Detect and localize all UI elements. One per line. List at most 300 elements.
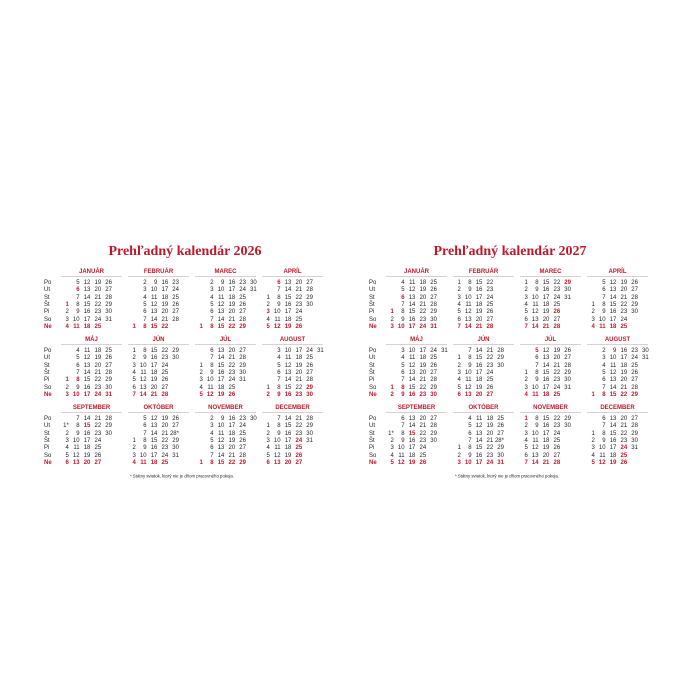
day-cell: 14 bbox=[408, 377, 416, 384]
day-grid bbox=[259, 280, 324, 331]
day-cell: 9 bbox=[76, 309, 80, 316]
day-cell: 4 bbox=[143, 294, 147, 301]
calendar-2026-panel bbox=[44, 240, 326, 490]
day-cell: 30 bbox=[105, 309, 112, 316]
day-cell: 5 bbox=[277, 362, 281, 369]
day-cell: 5 bbox=[401, 362, 405, 369]
sunday-day-cell: 10 bbox=[397, 323, 405, 330]
weekday-label: Št bbox=[44, 437, 50, 444]
day-cell: 19 bbox=[83, 452, 91, 459]
weekday-label: Ut bbox=[369, 287, 375, 294]
day-cell: 19 bbox=[475, 309, 483, 316]
weekday-labels bbox=[44, 416, 58, 467]
day-cell: 23 bbox=[553, 377, 561, 384]
day-cell: 22 bbox=[553, 369, 561, 376]
day-cell: 22 bbox=[94, 423, 102, 430]
day-cell: 12 bbox=[609, 280, 617, 286]
sunday-day-cell: 27 bbox=[295, 459, 303, 466]
month-november bbox=[192, 404, 259, 468]
day-cell: 4 bbox=[468, 416, 472, 422]
sunday-day-cell: 25 bbox=[94, 323, 102, 330]
day-grid bbox=[58, 348, 123, 399]
day-cell: 29 bbox=[430, 430, 437, 437]
month-name: SEPTEMBER bbox=[386, 404, 447, 413]
sunday-day-cell: 25 bbox=[620, 323, 628, 330]
day-cell: 29 bbox=[105, 301, 112, 308]
month-name: OKTÓBER bbox=[128, 404, 189, 413]
day-cell: 23 bbox=[620, 437, 628, 444]
day-cell: 2 bbox=[524, 423, 528, 430]
day-cell: 30 bbox=[430, 437, 437, 444]
day-cell: 29 bbox=[631, 301, 638, 308]
sunday-day-cell: 1 bbox=[199, 323, 203, 330]
day-cell: 17 bbox=[83, 316, 91, 323]
day-cell: 23 bbox=[295, 430, 303, 437]
sunday-day-cell: 22 bbox=[620, 391, 628, 398]
day-cell: 11 bbox=[274, 445, 281, 452]
day-cell: 13 bbox=[609, 416, 617, 422]
weekday-labels bbox=[369, 416, 383, 467]
day-grid bbox=[192, 280, 257, 331]
day-cell: 5 bbox=[602, 369, 606, 376]
day-cell: 9 bbox=[154, 280, 158, 286]
day-cell: 17 bbox=[295, 348, 303, 354]
months-grid bbox=[44, 240, 326, 480]
day-cell: 21 bbox=[161, 430, 169, 437]
day-cell: 12 bbox=[464, 309, 472, 316]
day-cell: 30 bbox=[631, 309, 638, 316]
day-cell: 15 bbox=[475, 280, 483, 286]
day-cell: 25 bbox=[486, 377, 494, 384]
holiday-day-cell: 24 bbox=[620, 445, 628, 452]
day-cell: 11 bbox=[151, 294, 158, 301]
sunday-day-cell: 12 bbox=[598, 459, 606, 466]
day-cell: 31 bbox=[306, 437, 313, 444]
sunday-day-cell: 5 bbox=[199, 391, 203, 398]
day-cell: 9 bbox=[221, 416, 225, 422]
weekday-label: Po bbox=[369, 416, 377, 422]
day-cell: 14 bbox=[83, 294, 91, 301]
day-cell: 27 bbox=[486, 316, 494, 323]
sunday-day-cell: 31 bbox=[105, 391, 112, 398]
day-cell: 13 bbox=[284, 369, 292, 376]
day-cell: 16 bbox=[408, 437, 416, 444]
day-cell: 18 bbox=[419, 355, 427, 362]
day-cell: 9 bbox=[76, 384, 80, 391]
day-cell: 23 bbox=[161, 355, 169, 362]
day-cell: 1* bbox=[388, 430, 394, 437]
month-august bbox=[584, 336, 651, 400]
day-cell: 19 bbox=[620, 280, 628, 286]
day-cell: 1 bbox=[266, 294, 270, 301]
month-august bbox=[259, 336, 326, 400]
day-cell: 21 bbox=[486, 437, 494, 444]
holiday-day-cell: 29 bbox=[306, 384, 313, 391]
sunday-day-cell: 10 bbox=[72, 391, 80, 398]
day-cell: 28 bbox=[631, 294, 638, 301]
day-cell: 16 bbox=[228, 416, 236, 422]
sunday-day-cell: 24 bbox=[94, 391, 102, 398]
sunday-day-cell: 18 bbox=[150, 459, 158, 466]
day-cell: 2 bbox=[457, 287, 461, 294]
weekday-label: Ut bbox=[44, 355, 50, 362]
day-cell: 3 bbox=[524, 430, 528, 437]
day-cell: 14 bbox=[284, 377, 292, 384]
day-cell: 10 bbox=[609, 355, 617, 362]
day-cell: 27 bbox=[553, 316, 561, 323]
day-cell: 10 bbox=[206, 377, 214, 384]
day-grid bbox=[450, 348, 515, 399]
day-cell: 5 bbox=[457, 309, 461, 316]
day-cell: 9 bbox=[210, 369, 214, 376]
day-cell: 7 bbox=[277, 377, 281, 384]
day-cell: 2 bbox=[65, 430, 69, 437]
day-cell: 10 bbox=[531, 430, 539, 437]
month-name: OKTÓBER bbox=[453, 404, 514, 413]
sunday-day-cell: 12 bbox=[397, 459, 405, 466]
day-cell: 24 bbox=[631, 355, 638, 362]
sunday-day-cell: 20 bbox=[284, 459, 292, 466]
day-cell: 27 bbox=[105, 287, 112, 294]
day-cell: 30 bbox=[430, 316, 437, 323]
day-cell: 8 bbox=[277, 294, 281, 301]
day-cell: 9 bbox=[76, 430, 80, 437]
day-cell: 27 bbox=[105, 362, 112, 369]
holiday-day-cell: 24 bbox=[295, 437, 303, 444]
day-cell: 21 bbox=[295, 287, 303, 294]
day-cell: 18 bbox=[609, 452, 617, 459]
day-cell: 29 bbox=[172, 437, 179, 444]
day-cell: 24 bbox=[94, 437, 102, 444]
day-cell: 1 bbox=[132, 437, 136, 444]
month-november bbox=[517, 404, 584, 468]
month-name: JÚN bbox=[128, 336, 189, 345]
day-cell: 1 bbox=[266, 384, 270, 391]
sunday-day-cell: 3 bbox=[457, 459, 461, 466]
day-cell: 11 bbox=[409, 355, 416, 362]
day-cell: 9 bbox=[602, 437, 606, 444]
day-cell: 24 bbox=[486, 294, 494, 301]
day-cell: 11 bbox=[140, 369, 147, 376]
day-cell: 30 bbox=[497, 362, 504, 369]
day-cell: 24 bbox=[239, 423, 246, 430]
day-cell: 24 bbox=[430, 348, 437, 354]
day-cell: 12 bbox=[83, 355, 91, 362]
day-cell: 22 bbox=[295, 384, 303, 391]
day-cell: 3 bbox=[390, 445, 394, 452]
weekday-label: Pi bbox=[369, 445, 375, 452]
day-cell: 4 bbox=[210, 294, 214, 301]
day-cell: 28* bbox=[169, 430, 179, 437]
day-cell: 4 bbox=[401, 355, 405, 362]
day-cell: 31 bbox=[564, 384, 571, 391]
sunday-day-cell: 8 bbox=[143, 323, 147, 330]
sunday-day-cell: 7 bbox=[457, 323, 461, 330]
day-cell: 22 bbox=[419, 430, 427, 437]
day-cell: 28 bbox=[172, 316, 179, 323]
holiday-day-cell: 25 bbox=[295, 445, 303, 452]
day-cell: 7 bbox=[76, 369, 80, 376]
holiday-day-cell: 26 bbox=[295, 452, 303, 459]
holiday-day-cell: 15 bbox=[83, 423, 91, 430]
day-cell: 10 bbox=[139, 452, 147, 459]
day-cell: 20 bbox=[150, 384, 158, 391]
day-grid bbox=[58, 416, 123, 467]
weekday-label: St bbox=[369, 294, 375, 301]
day-cell: 19 bbox=[228, 301, 236, 308]
day-cell: 14 bbox=[217, 452, 225, 459]
day-cell: 21 bbox=[620, 384, 628, 391]
day-cell: 15 bbox=[408, 309, 416, 316]
day-cell: 8 bbox=[277, 384, 281, 391]
holiday-day-cell: 6 bbox=[401, 294, 405, 301]
sunday-day-cell: 28 bbox=[553, 459, 561, 466]
day-cell: 16 bbox=[161, 280, 169, 286]
day-cell: 3 bbox=[591, 445, 595, 452]
day-cell: 31 bbox=[250, 287, 257, 294]
day-cell: 18 bbox=[542, 301, 550, 308]
sunday-day-cell: 19 bbox=[609, 459, 617, 466]
day-cell: 19 bbox=[94, 280, 102, 286]
weekday-label: So bbox=[44, 384, 52, 391]
holiday-day-cell: 1 bbox=[65, 301, 69, 308]
day-cell: 9 bbox=[468, 362, 472, 369]
day-cell: 3 bbox=[524, 384, 528, 391]
month-jul bbox=[517, 336, 584, 400]
sunday-day-cell: 2 bbox=[390, 391, 394, 398]
day-cell: 7 bbox=[277, 287, 281, 294]
day-cell: 4 bbox=[591, 452, 595, 459]
day-cell: 23 bbox=[239, 416, 246, 422]
day-grid bbox=[584, 348, 649, 399]
day-cell: 21 bbox=[228, 452, 236, 459]
sunday-day-cell: 25 bbox=[161, 459, 169, 466]
day-cell: 7 bbox=[210, 316, 214, 323]
day-cell: 11 bbox=[207, 384, 214, 391]
day-cell: 6 bbox=[401, 416, 405, 422]
day-cell: 16 bbox=[542, 287, 550, 294]
day-cell: 3 bbox=[277, 348, 281, 354]
day-cell: 26 bbox=[172, 301, 179, 308]
day-cell: 13 bbox=[531, 452, 539, 459]
day-cell: 14 bbox=[150, 316, 158, 323]
day-cell: 12 bbox=[464, 384, 472, 391]
day-cell: 25 bbox=[430, 280, 437, 286]
day-cell: 19 bbox=[419, 362, 427, 369]
day-cell: 18 bbox=[542, 437, 550, 444]
month-name: JÚL bbox=[195, 336, 256, 345]
day-cell: 27 bbox=[306, 369, 313, 376]
day-cell: 8 bbox=[76, 301, 80, 308]
day-cell: 27 bbox=[631, 416, 638, 422]
day-cell: 19 bbox=[284, 452, 292, 459]
day-cell: 26 bbox=[486, 384, 494, 391]
day-cell: 19 bbox=[161, 301, 169, 308]
day-cell: 4 bbox=[602, 362, 606, 369]
day-cell: 17 bbox=[284, 437, 292, 444]
day-cell: 8 bbox=[76, 423, 80, 430]
day-cell: 4 bbox=[199, 384, 203, 391]
day-cell: 22 bbox=[419, 309, 427, 316]
day-cell: 13 bbox=[284, 280, 292, 286]
sunday-day-cell: 21 bbox=[542, 459, 550, 466]
day-cell: 8 bbox=[468, 445, 472, 452]
sunday-day-cell: 23 bbox=[419, 391, 427, 398]
sunday-day-cell: 15 bbox=[217, 323, 225, 330]
day-cell: 26 bbox=[105, 355, 112, 362]
day-cell: 1 bbox=[457, 355, 461, 362]
sunday-day-cell: 12 bbox=[273, 323, 281, 330]
day-cell: 17 bbox=[419, 348, 427, 354]
sunday-day-cell: 26 bbox=[419, 459, 427, 466]
month-row bbox=[44, 404, 326, 468]
holiday-day-cell: 6 bbox=[76, 287, 80, 294]
day-cell: 15 bbox=[475, 355, 483, 362]
day-cell: 8 bbox=[468, 355, 472, 362]
sunday-day-cell: 26 bbox=[620, 459, 628, 466]
day-cell: 12 bbox=[609, 369, 617, 376]
day-cell: 10 bbox=[273, 437, 281, 444]
day-cell: 21 bbox=[228, 355, 236, 362]
day-cell: 1 bbox=[591, 301, 595, 308]
weekday-label: St bbox=[44, 430, 50, 437]
day-cell: 20 bbox=[228, 309, 236, 316]
month-december bbox=[259, 404, 326, 468]
holiday-day-cell: 3 bbox=[266, 309, 270, 316]
day-cell: 23 bbox=[553, 423, 561, 430]
sunday-day-cell: 6 bbox=[65, 459, 69, 466]
footnote: * Štátny sviatok, ktorý nie je dňom pracovného pokoja. bbox=[130, 474, 234, 480]
day-cell: 1 bbox=[457, 280, 461, 286]
day-cell: 2 bbox=[266, 301, 270, 308]
weekday-label: Po bbox=[44, 416, 52, 422]
day-cell: 28 bbox=[239, 316, 246, 323]
day-cell: 16 bbox=[542, 377, 550, 384]
month-maj bbox=[383, 336, 450, 400]
day-cell: 22 bbox=[486, 445, 494, 452]
day-cell: 5 bbox=[468, 423, 472, 430]
month-name: APRÍL bbox=[262, 268, 323, 277]
sunday-day-cell: 19 bbox=[284, 323, 292, 330]
weekday-label: Ne bbox=[44, 459, 52, 466]
day-cell: 19 bbox=[150, 377, 158, 384]
month-name: FEBRUÁR bbox=[128, 268, 189, 277]
day-cell: 30 bbox=[564, 423, 571, 430]
day-cell: 24 bbox=[486, 369, 494, 376]
day-cell: 6 bbox=[143, 309, 147, 316]
day-cell: 21 bbox=[228, 316, 236, 323]
day-cell: 5 bbox=[524, 445, 528, 452]
month-name: NOVEMBER bbox=[520, 404, 581, 413]
weekday-label: Pi bbox=[44, 309, 50, 316]
day-cell: 22 bbox=[620, 301, 628, 308]
day-cell: 18 bbox=[486, 416, 494, 422]
day-cell: 30 bbox=[105, 430, 112, 437]
day-cell: 6 bbox=[143, 423, 147, 430]
sunday-day-cell: 6 bbox=[457, 391, 461, 398]
day-cell: 6 bbox=[210, 348, 214, 354]
sunday-day-cell: 18 bbox=[83, 323, 91, 330]
day-cell: 3 bbox=[591, 316, 595, 323]
day-cell: 10 bbox=[72, 316, 80, 323]
day-cell: 25 bbox=[228, 384, 236, 391]
weekday-labels bbox=[44, 348, 58, 399]
day-cell: 9 bbox=[221, 280, 225, 286]
day-cell: 12 bbox=[139, 377, 147, 384]
day-cell: 12 bbox=[531, 445, 539, 452]
day-cell: 19 bbox=[553, 348, 561, 354]
day-cell: 18 bbox=[408, 452, 416, 459]
day-cell: 26 bbox=[430, 362, 437, 369]
day-cell: 10 bbox=[284, 348, 292, 354]
day-cell: 9 bbox=[401, 316, 405, 323]
day-cell: 14 bbox=[475, 437, 483, 444]
sunday-day-cell: 14 bbox=[531, 323, 539, 330]
day-cell: 20 bbox=[620, 287, 628, 294]
day-cell: 31 bbox=[239, 377, 246, 384]
day-cell: 27 bbox=[564, 355, 571, 362]
sunday-day-cell: 26 bbox=[295, 323, 303, 330]
day-cell: 3 bbox=[602, 355, 606, 362]
month-februar bbox=[450, 268, 517, 332]
sunday-day-cell: 20 bbox=[475, 391, 483, 398]
day-cell: 23 bbox=[486, 287, 494, 294]
day-cell: 24 bbox=[553, 384, 561, 391]
day-cell: 7 bbox=[602, 384, 606, 391]
day-cell: 16 bbox=[475, 362, 483, 369]
month-name: MÁJ bbox=[61, 336, 122, 345]
day-cell: 17 bbox=[228, 287, 236, 294]
day-grid bbox=[584, 280, 649, 331]
day-cell: 25 bbox=[486, 301, 494, 308]
day-cell: 8 bbox=[535, 280, 539, 286]
day-cell: 29 bbox=[239, 362, 246, 369]
day-cell: 4 bbox=[65, 445, 69, 452]
holiday-day-cell: 29 bbox=[564, 280, 571, 286]
day-cell: 31 bbox=[317, 348, 324, 354]
sunday-day-cell: 30 bbox=[430, 391, 437, 398]
day-cell: 21 bbox=[419, 377, 427, 384]
day-cell: 18 bbox=[284, 445, 292, 452]
day-cell: 15 bbox=[284, 294, 292, 301]
weekday-label: Št bbox=[44, 301, 50, 308]
day-cell: 21 bbox=[94, 369, 102, 376]
holiday-day-cell: 1 bbox=[65, 377, 69, 384]
day-grid bbox=[125, 416, 190, 467]
day-cell: 30 bbox=[497, 452, 504, 459]
day-cell: 29 bbox=[564, 416, 571, 422]
sunday-day-cell: 11 bbox=[532, 391, 539, 398]
day-cell: 3 bbox=[65, 437, 69, 444]
weekday-label: Po bbox=[44, 348, 52, 354]
day-cell: 17 bbox=[542, 384, 550, 391]
day-cell: 23 bbox=[620, 309, 628, 316]
day-cell: 22 bbox=[553, 416, 561, 422]
day-cell: 2 bbox=[524, 377, 528, 384]
day-cell: 31 bbox=[172, 452, 179, 459]
sunday-day-cell: 5 bbox=[266, 323, 270, 330]
day-cell: 29 bbox=[497, 355, 504, 362]
month-oktober bbox=[450, 404, 517, 468]
day-cell: 2 bbox=[390, 316, 394, 323]
day-cell: 7 bbox=[277, 416, 281, 422]
day-cell: 23 bbox=[295, 301, 303, 308]
month-september bbox=[383, 404, 450, 468]
sunday-day-cell: 21 bbox=[475, 323, 483, 330]
day-cell: 17 bbox=[475, 294, 483, 301]
day-cell: 10 bbox=[464, 369, 472, 376]
day-cell: 8 bbox=[602, 301, 606, 308]
